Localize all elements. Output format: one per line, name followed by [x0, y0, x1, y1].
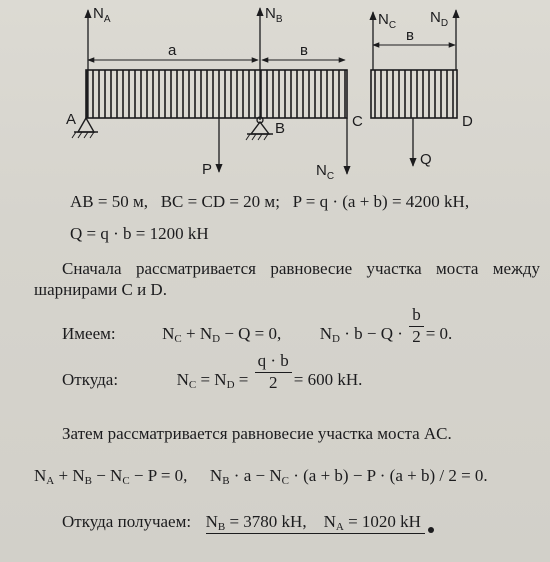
- given-ab: AB = 50 м,: [70, 192, 148, 211]
- equation-2: $N_C = N_D$ = $\frac{q \cdot b}{2}$ = 600 kH.: [176, 351, 363, 392]
- pin-support-b: [246, 117, 273, 140]
- given-line-2: [70, 225, 209, 242]
- equation-1a: $N_C + N_D - Q = 0$,: [162, 324, 282, 346]
- given-bc-cd: BC = CD = 20 м;: [160, 192, 280, 211]
- given-q: Q = q · b = 1200 kH: [70, 224, 209, 243]
- label-b: в: [300, 42, 308, 59]
- label-nc-down: $N_C$: [316, 162, 335, 182]
- equation-1-label: Имеем:: [62, 324, 116, 344]
- equation-2-label: Откуда:: [62, 370, 119, 390]
- equation-line-3: [34, 467, 488, 487]
- label-nd: $N_D$: [430, 9, 449, 29]
- point-label-a: A: [66, 111, 77, 128]
- fraction-qb-over-2: $\frac{q \cdot b}{2}$: [255, 352, 292, 392]
- point-label-d: D: [462, 113, 473, 130]
- label-nb: $N_B$: [265, 5, 283, 25]
- answer-line: [62, 513, 434, 533]
- answer-label: Откуда получаем:: [62, 512, 192, 531]
- beam-ac: [86, 70, 347, 118]
- answer-values: $N_B = 3780$ kH, $N_A = 1020$ kH: [206, 512, 426, 534]
- label-na: $N_A$: [93, 5, 111, 25]
- equation-line-1: [62, 305, 453, 346]
- label-b-cd: в: [406, 27, 414, 44]
- point-label-b: B: [275, 120, 286, 137]
- end-of-solution-marker: [428, 527, 434, 533]
- label-a: a: [168, 42, 177, 59]
- fraction-b-over-2: $\frac{b}{2}$: [409, 306, 424, 346]
- label-q: Q: [420, 151, 432, 168]
- label-nc-up: $N_C$: [378, 11, 397, 31]
- equation-1b: $N_D \cdot b - Q$ · $\frac{b}{2}$ = 0.: [319, 305, 453, 346]
- equation-3a: $N_A + N_B - N_C - P = 0$,: [34, 466, 188, 487]
- given-p: P = q · (a + b) = 4200 kH,: [292, 192, 470, 211]
- label-p: P: [202, 161, 213, 178]
- equation-3b: $N_B \cdot a - N_C \cdot (a + b) - P \cdot (a + b) / 2 = 0$.: [209, 466, 488, 487]
- given-line-1: [70, 193, 469, 210]
- equation-line-2: [62, 351, 363, 392]
- beam-cd: [371, 70, 457, 118]
- bridge-beam-diagram: [0, 0, 550, 190]
- paragraph-ac-equilibrium: Затем рассматривается равновесие участка моста AC.: [62, 424, 452, 443]
- point-label-c: C: [352, 113, 363, 130]
- paragraph-cd-equilibrium: Сначала рассматривается равновесие участка моста между шарнирами C и D.: [34, 259, 540, 300]
